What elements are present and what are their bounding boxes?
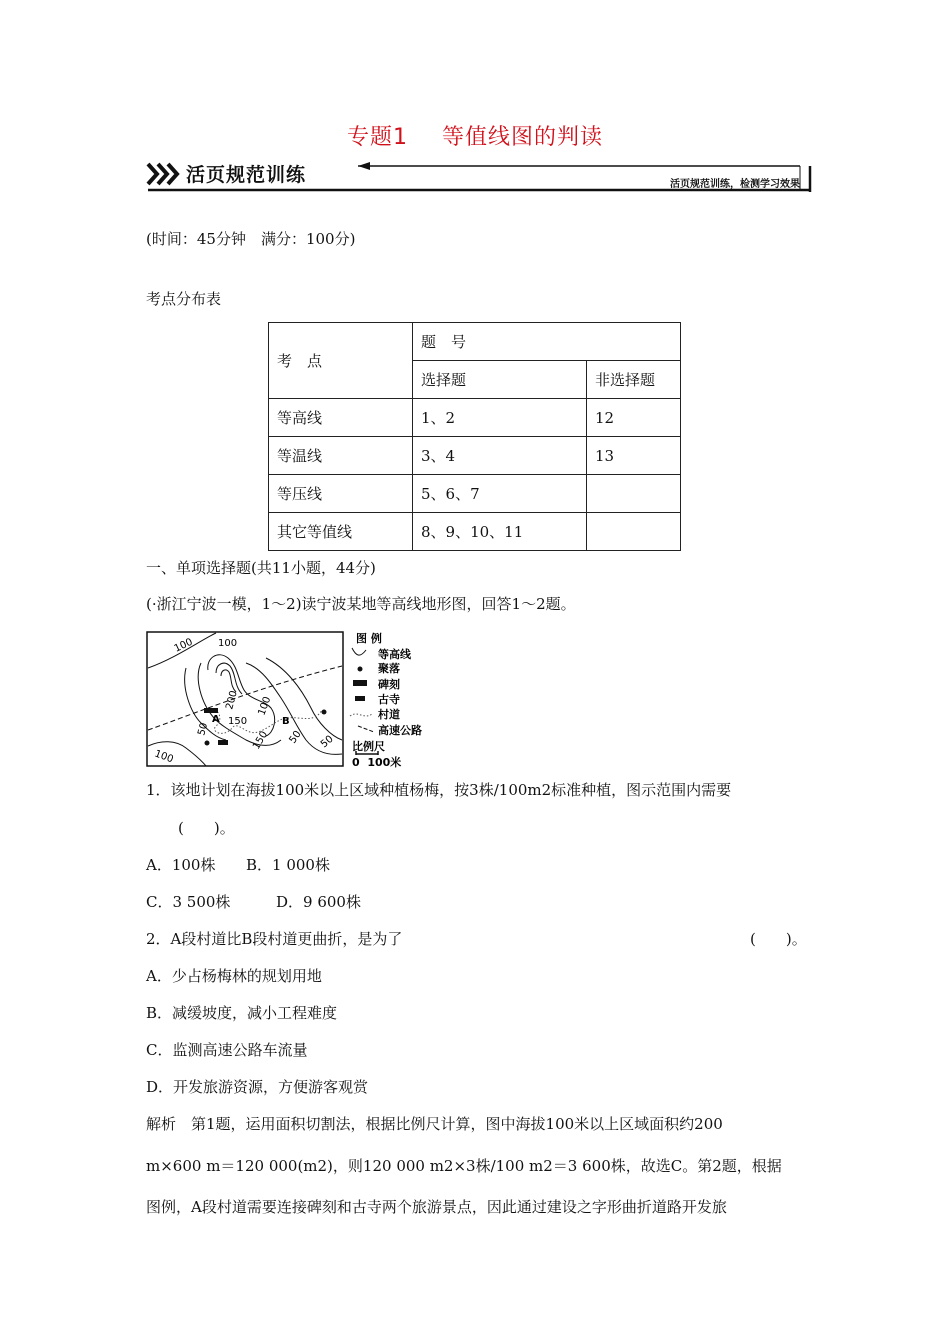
header-feixuanze: 非选择题 (587, 361, 681, 399)
legend-highway-symbol (358, 726, 374, 732)
banner-right-text: 活页规范训练，检测学习效果 (670, 179, 800, 190)
page-title (0, 120, 950, 151)
time-score-line: (时间：45分钟 满分：100分) (146, 230, 356, 248)
contour-label: 100 (172, 636, 195, 655)
question-1-paren: ( )。 (178, 819, 235, 837)
scale-value: 0 100米 (352, 756, 402, 769)
header-kaodian: 考 点 (269, 323, 413, 399)
question-2-stem: 2．A段村道比B段村道更曲折，是为了 (146, 930, 403, 948)
section-heading: 一、单项选择题(共11小题，44分) (146, 559, 376, 577)
contour-label: 50 (196, 721, 211, 737)
title-number: 专题1 (346, 125, 408, 150)
analysis-line-2: m×600 m＝120 000(m2)，则120 000 m2×3株/100 m2＝3 600株，故选C。第2题，根据 (146, 1157, 782, 1175)
legend-item: 聚落 (378, 662, 400, 675)
contour-map (146, 628, 446, 770)
table-row (269, 399, 681, 437)
settlement-icon (205, 741, 210, 746)
legend-item: 高速公路 (378, 724, 422, 737)
contour-label: 150 (228, 716, 248, 727)
question-1-option-c: C．3 500株 (146, 893, 231, 911)
question-2-option-b: B．减缓坡度，减小工程难度 (146, 1004, 338, 1022)
question-1-option-a: A．100株 (146, 856, 216, 874)
row-choice: 8、9、10、11 (413, 513, 587, 551)
question-1-option-b: B．1 000株 (246, 856, 330, 874)
point-label-a: A (212, 714, 220, 725)
row-choice: 5、6、7 (413, 475, 587, 513)
row-name: 其它等值线 (269, 513, 413, 551)
table-row (269, 513, 681, 551)
arrow-left-icon (358, 162, 370, 170)
legend-item: 等高线 (378, 648, 411, 661)
analysis-line-3: 图例，A段村道需要连接碑刻和古寺两个旅游景点，因此通过建设之字形曲折道路开发旅 (146, 1198, 727, 1216)
section-banner (146, 156, 814, 196)
row-non (587, 513, 681, 551)
row-choice: 1、2 (413, 399, 587, 437)
header-xuanze: 选择题 (413, 361, 587, 399)
temple-icon (355, 696, 365, 701)
legend-contour-symbol (352, 648, 366, 655)
row-non: 12 (587, 399, 681, 437)
stele-icon (353, 680, 367, 686)
legend-item: 碑刻 (378, 678, 400, 691)
row-non (587, 475, 681, 513)
legend-title: 图 例 (356, 632, 382, 645)
contour-label: 100 (152, 748, 175, 766)
contour-label: 100 (256, 695, 274, 718)
stele-icon (204, 708, 218, 713)
scale-label: 比例尺 (352, 740, 385, 753)
table-row (269, 437, 681, 475)
banner-label: 活页规范训练 (186, 164, 307, 186)
header-tihao: 题 号 (413, 323, 681, 361)
row-name: 等高线 (269, 399, 413, 437)
row-name: 等压线 (269, 475, 413, 513)
temple-icon (218, 740, 228, 745)
contour-label: 200 (224, 689, 240, 711)
section-intro: (·浙江宁波一模，1～2)读宁波某地等高线地形图，回答1～2题。 (146, 595, 576, 613)
row-choice: 3、4 (413, 437, 587, 475)
settlement-icon (322, 710, 327, 715)
row-non: 13 (587, 437, 681, 475)
settlement-icon (358, 667, 363, 672)
table-row (269, 475, 681, 513)
legend-item: 村道 (378, 708, 400, 721)
question-2-option-c: C．监测高速公路车流量 (146, 1041, 308, 1059)
point-label-b: B (282, 716, 290, 727)
contour-label: 100 (218, 638, 238, 649)
row-name: 等温线 (269, 437, 413, 475)
title-text: 等值线图的判读 (441, 125, 603, 150)
contour-label: 150 (251, 729, 271, 752)
table-caption: 考点分布表 (146, 290, 222, 308)
question-2-option-a: A．少占杨梅林的规划用地 (146, 967, 322, 985)
legend-road-symbol (350, 714, 372, 716)
chevron-right-icon (148, 164, 157, 184)
contour-label: 50 (318, 733, 336, 751)
question-2-paren: ( )。 (750, 930, 807, 948)
question-2-option-d: D．开发旅游资源，方便游客观赏 (146, 1078, 369, 1096)
question-1-option-d: D．9 600株 (276, 893, 361, 911)
contour-label: 50 (287, 728, 304, 746)
topic-distribution-table (268, 322, 681, 551)
question-1-stem: 1．该地计划在海拔100米以上区域种植杨梅，按3株/100m2标准种植，图示范围内需要 (146, 781, 732, 799)
legend-item: 古寺 (378, 693, 400, 706)
analysis-line-1: 解析 第1题，运用面积切割法，根据比例尺计算，图中海拔100米以上区域面积约200 (146, 1115, 723, 1133)
